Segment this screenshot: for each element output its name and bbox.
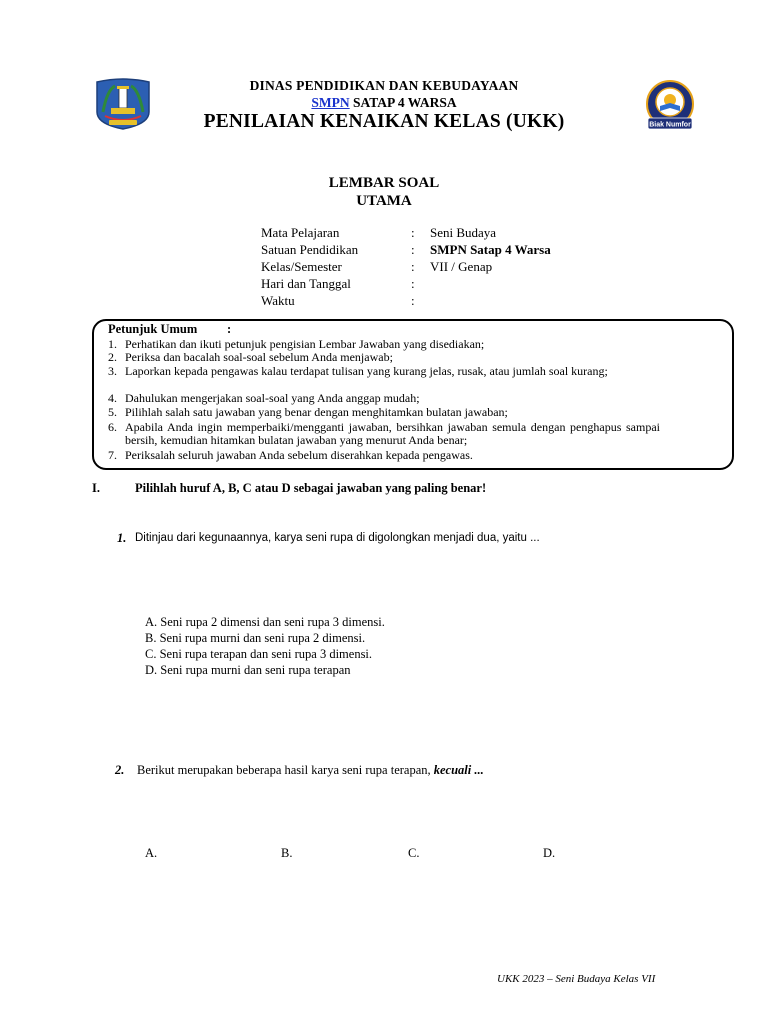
question-2-text-body: Berikut merupakan beberapa hasil karya seni rupa terapan,	[137, 763, 434, 777]
instruction-number: 4.	[108, 391, 117, 405]
info-value: VII / Genap	[430, 259, 493, 274]
instruction-text: Periksalah seluruh jawaban Anda sebelum diserahkan kepada pengawas.	[125, 448, 473, 462]
info-label: Kelas/Semester	[261, 259, 342, 274]
info-colon: :	[411, 293, 415, 308]
instruction-number: 3.	[108, 364, 117, 378]
question-2-number: 2.	[115, 763, 125, 777]
school-name-rest: SATAP 4 WARSA	[349, 95, 457, 110]
school-logo-caption: Biak Numfor	[649, 121, 691, 129]
question-1-number: 1.	[117, 531, 127, 545]
header-school	[0, 95, 768, 111]
info-label: Satuan Pendidikan	[261, 242, 359, 257]
header-exam-title: PENILAIAN KENAIKAN KELAS (UKK)	[203, 111, 565, 132]
instruction-number: 1.	[108, 337, 117, 351]
instruction-text: Perhatikan dan ikuti petunjuk pengisian Lembar Jawaban yang disediakan;	[125, 337, 485, 351]
instruction-item	[108, 392, 660, 405]
instruction-text: Pilihlah salah satu jawaban yang benar dengan menghitamkan bulatan jawaban;	[125, 405, 508, 419]
info-colon: :	[411, 259, 415, 274]
instruction-number: 7.	[108, 448, 117, 462]
instruction-text: Apabila Anda ingin memperbaiki/mengganti jawaban, bersihkan jawaban semula dengan penghapus sampai bersih, kemudian hitamkan bulatan jawaban yang menurut Anda benar;	[125, 420, 660, 447]
instruction-number: 2.	[108, 350, 117, 364]
info-colon: :	[411, 276, 415, 291]
question-1-option-c[interactable]: C. Seni rupa terapan dan seni rupa 3 dimensi.	[145, 647, 373, 661]
info-label: Waktu	[261, 293, 295, 308]
info-value: SMPN Satap 4 Warsa	[430, 242, 551, 257]
question-1-option-d[interactable]: D. Seni rupa murni dan seni rupa terapan	[145, 663, 351, 677]
instructions-title	[108, 322, 232, 337]
question-2-option-c[interactable]: C.	[408, 846, 420, 860]
question-2-option-d[interactable]: D.	[543, 846, 556, 860]
instruction-text: Laporkan kepada pengawas kalau terdapat tulisan yang kurang jelas, rusak, atau jumlah soal kurang;	[125, 364, 608, 378]
question-1-option-b[interactable]: B. Seni rupa murni dan seni rupa 2 dimensi.	[145, 631, 366, 645]
instruction-item	[108, 365, 660, 378]
instruction-text: Periksa dan bacalah soal-soal sebelum Anda menjawab;	[125, 350, 393, 364]
info-value: Seni Budaya	[430, 225, 497, 240]
instruction-item	[108, 449, 660, 462]
info-label: Hari dan Tanggal	[261, 276, 351, 291]
question-2-emphasis: kecuali ...	[433, 763, 484, 777]
page-footer: UKK 2023 – Seni Budaya Kelas VII	[497, 973, 656, 985]
sheet-subtitle: UTAMA	[356, 193, 412, 209]
question-1-option-a[interactable]: A. Seni rupa 2 dimensi dan seni rupa 3 dimensi.	[145, 615, 385, 629]
question-2-option-b[interactable]: B.	[281, 846, 293, 860]
section-number: I.	[92, 481, 100, 495]
question-2-text	[137, 763, 484, 778]
instruction-item	[108, 421, 660, 447]
instructions-title-colon: :	[227, 322, 232, 336]
info-colon: :	[411, 242, 415, 257]
instruction-number: 6.	[108, 420, 117, 434]
instruction-number: 5.	[108, 405, 117, 419]
question-2-option-a[interactable]: A.	[145, 846, 158, 860]
school-link[interactable]: SMPN	[311, 95, 350, 110]
instruction-text: Dahulukan mengerjakan soal-soal yang Anda anggap mudah;	[125, 391, 420, 405]
info-label: Mata Pelajaran	[261, 225, 340, 240]
instruction-item	[108, 351, 660, 364]
instruction-item	[108, 406, 660, 419]
header-department: DINAS PENDIDIKAN DAN KEBUDAYAAN	[249, 78, 519, 93]
info-colon: :	[411, 225, 415, 240]
question-1-text: Ditinjau dari kegunaannya, karya seni rupa di digolongkan menjadi dua, yaitu ...	[135, 532, 540, 544]
instructions-title-text: Petunjuk Umum	[108, 322, 198, 336]
section-instruction: Pilihlah huruf A, B, C atau D sebagai jawaban yang paling benar!	[135, 481, 487, 495]
sheet-title: LEMBAR SOAL	[328, 175, 440, 191]
